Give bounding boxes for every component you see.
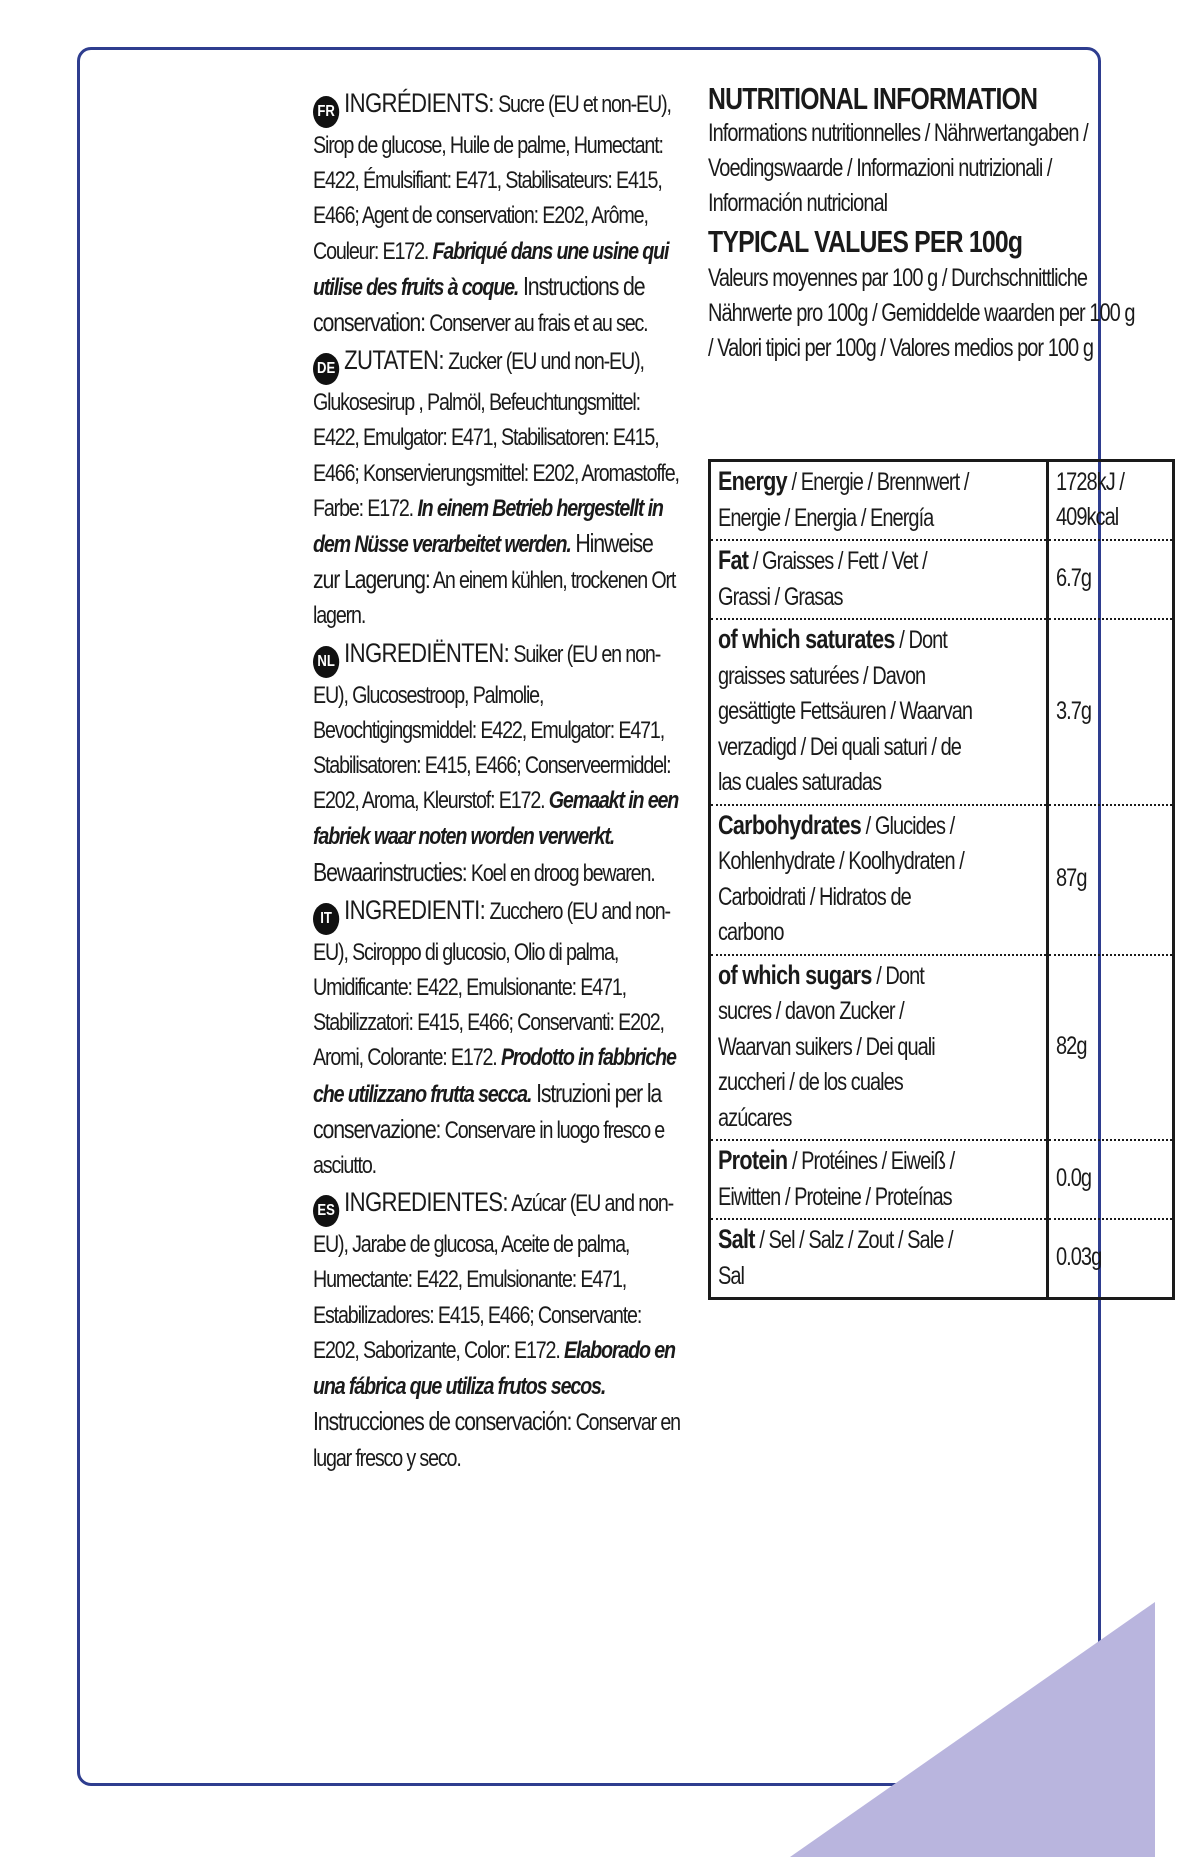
typical-values-title: TYPICAL VALUES PER 100g [708, 224, 1023, 259]
ingredients-es [313, 1185, 683, 1475]
allergen-warning: Prodotto in fabbriche che utilizzano frutta secca. [313, 1044, 676, 1108]
ingredients-text: Zucchero (EU and non-EU), Sciroppo di glucosio, Olio di palma, Umidificante: E422, Emulsionante: E471, Stabilizzatori: E415, E466; Conservanti: E202, Aromi, Colorante: E172. [313, 897, 670, 1072]
nutrient-translations: / Dont sucres / davon Zucker / Waarvan suikers / Dei quali zuccheri / de los cuales azúcares [718, 961, 935, 1132]
language-badge-nl: NL [313, 646, 339, 678]
language-badge-de: DE [313, 353, 339, 385]
nutrient-value: 82g [1056, 1032, 1087, 1060]
storage-label: Instructions de conservation: [313, 270, 645, 338]
language-badge-fr: FR [313, 96, 339, 128]
nutrient-value: 1728kJ / 409kcal [1056, 467, 1124, 531]
nutrient-name: of which saturates [718, 624, 895, 654]
ingredients-heading: INGREDIËNTEN: [344, 637, 510, 668]
allergen-warning: Elaborado en una fábrica que utiliza frutos secos. [313, 1336, 675, 1401]
ingredients-it [313, 893, 683, 1183]
storage-label: Instrucciones de conservación: [313, 1406, 572, 1437]
nutrition-title-translations: Informations nutritionnelles / Nährwertangaben / Voedingswaarde / Informazioni nutrizionali / Información nutricional [708, 119, 1088, 217]
ingredients-column [313, 86, 683, 1478]
ingredients-text: Zucker (EU und non-EU), Glukosesirup , Palmöl, Befeuchtungsmittel: E422, Emulgator: E471, Stabilisatoren: E415, E466; Konservierungsmittel: E202, Aromastoffe, Farbe: E172. [313, 348, 679, 522]
table-row [710, 1140, 1174, 1219]
nutrient-name: Protein [718, 1145, 788, 1175]
allergen-warning: In einem Betrieb hergestellt in dem Nüsse verarbeitet werden. [313, 494, 663, 559]
nutrient-translations: / Energie / Brennwert / Energie / Energia / Energía [718, 468, 969, 532]
nutrient-value: 87g [1056, 864, 1087, 893]
nutrient-translations: / Sel / Salz / Zout / Sale / Sal [718, 1226, 953, 1290]
nutrient-translations: / Graisses / Fett / Vet / Grassi / Grasas [718, 547, 927, 611]
allergen-warning: Gemaakt in een fabriek waar noten worden verwerkt. [313, 787, 679, 851]
language-badge-es: ES [313, 1195, 339, 1227]
table-row [710, 619, 1174, 805]
table-row [710, 955, 1174, 1141]
storage-text: Conservare in luogo fresco e asciutto. [313, 1116, 665, 1180]
nutrition-table [708, 459, 1175, 1300]
nutrition-title: NUTRITIONAL INFORMATION [708, 81, 1038, 116]
storage-text: Koel en droog bewaren. [466, 859, 655, 887]
storage-label: Istruzioni per la conservazione: [313, 1077, 662, 1144]
nutrient-name: Salt [718, 1224, 755, 1254]
nutrient-value: 0.0g [1056, 1164, 1092, 1193]
ingredients-de [313, 343, 683, 633]
nutrient-name: of which sugars [718, 959, 872, 990]
ingredients-heading: INGREDIENTI: [344, 894, 486, 925]
typical-values-translations: Valeurs moyennes par 100 g / Durchschnittliche Nährwerte pro 100g / Gemiddelde waarden per 100 g / Valori tipici per 100g / Valores medios por 100 g [708, 264, 1135, 362]
nutrient-translations: / Dont graisses saturées / Davon gesättigte Fettsäuren / Waarvan verzadigd / Dei quali saturi / de las cuales saturadas [718, 626, 973, 796]
ingredients-heading: ZUTATEN: [344, 345, 444, 376]
ingredients-text: Azúcar (EU and non-EU), Jarabe de glucosa, Aceite de palma, Humectante: E422, Emulsionante: E471, Estabilizadores: E415, E466; Conservante: E202, Saborizante, Color: E172. [313, 1190, 674, 1364]
nutrient-name: Energy [718, 466, 787, 496]
allergen-warning: Fabriqué dans une usine qui utilise des fruits à coque. [313, 237, 669, 301]
table-row [710, 461, 1174, 541]
nutrient-name: Fat [718, 545, 749, 575]
ingredients-text: Sucre (EU et non-EU), Sirop de glucose, Huile de palme, Humectant: E422, Émulsifiant: E471, Stabilisateurs: E415, E466; Agent de conservation: E202, Arôme, Couleur: E172. [313, 91, 671, 265]
table-row [710, 805, 1174, 955]
storage-label: Hinweise zur Lagerung: [313, 528, 653, 595]
ingredients-heading: INGREDIENTES: [344, 1187, 508, 1218]
nutrient-name: Carbohydrates [718, 809, 862, 840]
storage-text: Conservar en lugar fresco y seco. [313, 1409, 680, 1472]
nutrient-value: 3.7g [1056, 696, 1092, 725]
storage-text: Conserver au frais et au sec. [424, 310, 648, 338]
language-badge-it: IT [313, 903, 339, 935]
ingredients-heading: INGRÉDIENTS: [344, 88, 494, 118]
nutrient-translations: / Protéines / Eiweiß / Eiwitten / Proteine / Proteínas [718, 1147, 955, 1211]
ingredients-nl [313, 636, 683, 891]
storage-label: Bewaarinstructies: [313, 856, 467, 887]
ingredients-text: Suiker (EU en non-EU), Glucosestroop, Palmolie, Bevochtigingsmiddel: E422, Emulgator: E471, Stabilisatoren: E415, E466; Conserveermiddel: E202, Aroma, Kleurstof: E172. [313, 640, 671, 815]
table-row [710, 540, 1174, 619]
nutrient-translations: / Glucides / Kohlenhydrate / Koolhydraten / Carboidrati / Hidratos de carbono [718, 811, 964, 946]
nutrient-value: 6.7g [1056, 564, 1092, 593]
nutrient-value: 0.03g [1056, 1243, 1102, 1272]
storage-text: An einem kühlen, trockenen Ort lagern. [313, 567, 676, 630]
table-row [710, 1219, 1174, 1299]
nutrition-header [708, 82, 1140, 366]
ingredients-fr [313, 86, 683, 341]
